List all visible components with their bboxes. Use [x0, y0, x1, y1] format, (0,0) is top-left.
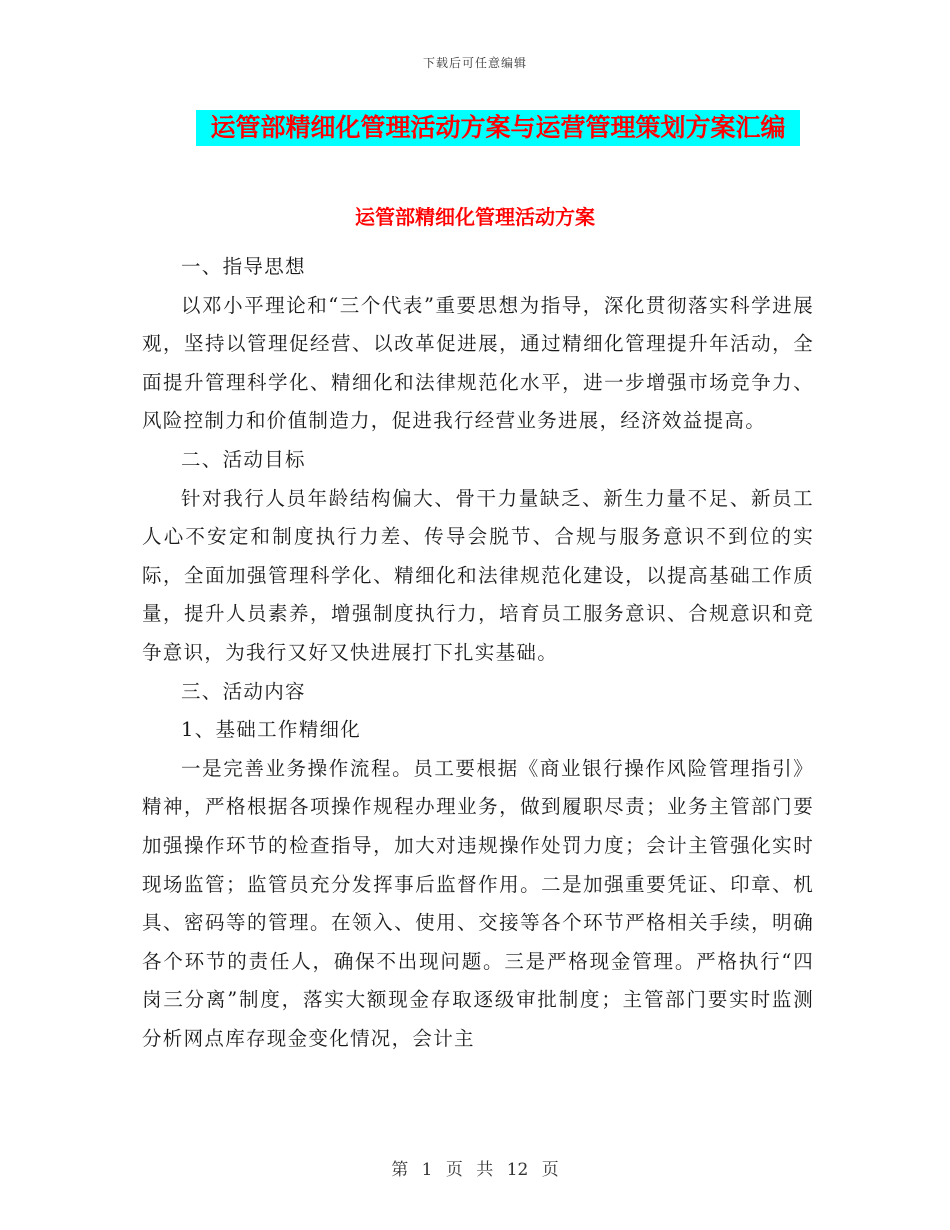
footer-prefix: 第 [391, 1160, 409, 1180]
footer-suffix: 页 [541, 1160, 559, 1180]
footer-current-page: 1 [421, 1160, 433, 1180]
subheading-basic-work: 1、基础工作精细化 [181, 718, 362, 742]
footer-total-pages: 12 [506, 1160, 529, 1180]
section-title: 运管部精细化管理活动方案 [355, 205, 595, 229]
document-title: 运管部精细化管理活动方案与运营管理策划方案汇编 [196, 110, 800, 146]
paragraph-basic-work: 一是完善业务操作流程。员工要根据《商业银行操作风险管理指引》精神，严格根据各项操作规程办理业务，做到履职尽责；业务主管部门要加强操作环节的检查指导，加大对违规操作处罚力度；会计主管强化实时现场监管；监管员充分发挥事后监督作用。二是加强重要凭证、印章、机具、密码等的管理。在领入、使用、交接等各个环节严格相关手续，明确各个环节的责任人，确保不出现问题。三是严格现金管理。严格执行“四岗三分离”制度，落实大额现金存取逐级审批制度；主管部门要实时监测分析网点库存现金变化情况，会计主 [142, 756, 814, 1050]
footer-page-word: 页 [445, 1160, 463, 1180]
page-header-note: 下载后可任意编辑 [422, 56, 527, 70]
document-body [142, 248, 814, 1058]
heading-activity-content: 三、活动内容 [181, 679, 306, 703]
paragraph-guiding-ideology: 以邓小平理论和“三个代表”重要思想为指导，深化贯彻落实科学进展观，坚持以管理促经营、以改革促进展，通过精细化管理提升年活动，全面提升管理科学化、精细化和法律规范化水平，进一步增强市场竞争力、风险控制力和价值制造力，促进我行经营业务进展，经济效益提高。 [142, 293, 814, 433]
heading-guiding-ideology: 一、指导思想 [181, 255, 306, 278]
page-footer [0, 1155, 950, 1180]
paragraph-activity-goals: 针对我行人员年龄结构偏大、骨干力量缺乏、新生力量不足、新员工人心不安定和制度执行力差、传导会脱节、合规与服务意识不到位的实际，全面加强管理科学化、精细化和法律规范化建设，以提高基础工作质量，提升人员素养，增强制度执行力，培育员工服务意识、合规意识和竞争意识，为我行又好又快进展打下扎实基础。 [142, 486, 814, 664]
heading-activity-goals: 二、活动目标 [181, 447, 306, 471]
footer-total-word: 共 [476, 1160, 494, 1180]
